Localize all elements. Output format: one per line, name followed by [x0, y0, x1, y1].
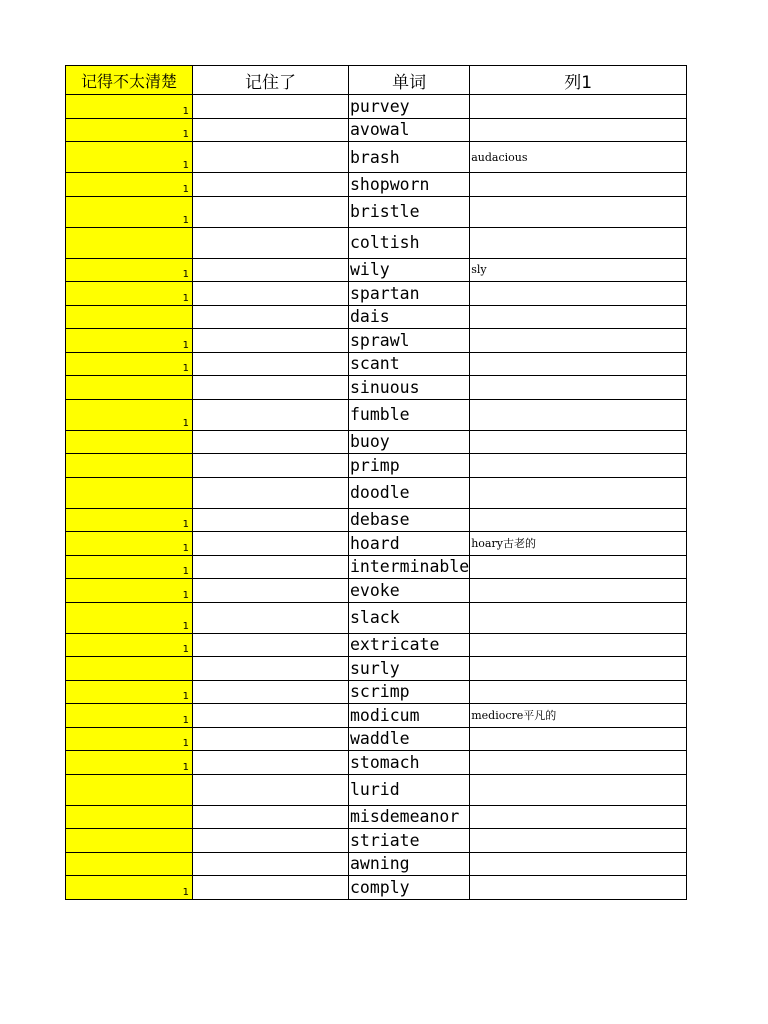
cell-word-text: extricate — [350, 635, 440, 655]
cell-unclear-mark-text: 1 — [182, 105, 189, 117]
cell-unclear-mark[interactable] — [66, 852, 193, 876]
cell-word-text: lurid — [350, 780, 400, 799]
cell-note[interactable] — [470, 454, 687, 478]
cell-unclear-mark-text: 1 — [182, 589, 189, 601]
cell-word-text: comply — [350, 877, 410, 897]
cell-word-text: doodle — [350, 483, 410, 502]
cell-remembered[interactable] — [193, 657, 349, 681]
cell-unclear-mark[interactable] — [66, 751, 193, 775]
cell-word-text: fumble — [350, 405, 410, 424]
cell-word-text: scrimp — [350, 682, 410, 702]
cell-unclear-mark[interactable] — [66, 774, 193, 805]
cell-note[interactable] — [470, 555, 687, 579]
cell-unclear-mark[interactable] — [66, 579, 193, 603]
cell-unclear-mark[interactable] — [66, 555, 193, 579]
header-row — [66, 66, 687, 95]
cell-note[interactable] — [470, 633, 687, 657]
table-row — [66, 555, 687, 579]
cell-note[interactable] — [470, 329, 687, 353]
cell-remembered[interactable] — [193, 704, 349, 728]
cell-word[interactable] — [349, 454, 470, 478]
cell-unclear-mark[interactable] — [66, 657, 193, 681]
cell-unclear-mark[interactable] — [66, 454, 193, 478]
cell-unclear-mark[interactable] — [66, 633, 193, 657]
cell-remembered[interactable] — [193, 305, 349, 329]
cell-word[interactable] — [349, 579, 470, 603]
cell-word[interactable] — [349, 774, 470, 805]
cell-unclear-mark[interactable] — [66, 329, 193, 353]
table-row — [66, 876, 687, 900]
cell-unclear-mark[interactable] — [66, 399, 193, 430]
cell-word-text: scant — [350, 354, 400, 374]
table-row — [66, 704, 687, 728]
cell-unclear-mark-text: 1 — [182, 886, 189, 898]
table-row — [66, 227, 687, 258]
cell-note[interactable] — [470, 282, 687, 306]
cell-word[interactable] — [349, 657, 470, 681]
spreadsheet — [65, 65, 687, 900]
cell-word[interactable] — [349, 633, 470, 657]
cell-unclear-mark[interactable] — [66, 602, 193, 633]
cell-word-text: coltish — [350, 233, 420, 252]
cell-unclear-mark[interactable] — [66, 173, 193, 197]
table-row — [66, 680, 687, 704]
cell-word-text: evoke — [350, 580, 400, 600]
cell-unclear-mark-text: 1 — [182, 214, 189, 226]
cell-word[interactable] — [349, 196, 470, 227]
table-row — [66, 142, 687, 173]
table-row — [66, 258, 687, 282]
cell-word-text: brash — [350, 147, 400, 167]
cell-remembered[interactable] — [193, 282, 349, 306]
table-row — [66, 305, 687, 329]
table-row — [66, 774, 687, 805]
cell-remembered[interactable] — [193, 532, 349, 556]
cell-word[interactable] — [349, 430, 470, 454]
cell-remembered[interactable] — [193, 352, 349, 376]
cell-note[interactable] — [470, 399, 687, 430]
cell-note[interactable] — [470, 579, 687, 603]
cell-remembered[interactable] — [193, 227, 349, 258]
cell-word-text: waddle — [350, 729, 410, 749]
cell-remembered[interactable] — [193, 173, 349, 197]
cell-word[interactable] — [349, 829, 470, 853]
vocab-table — [65, 65, 687, 900]
cell-remembered[interactable] — [193, 95, 349, 119]
cell-note[interactable] — [470, 602, 687, 633]
table-row — [66, 376, 687, 400]
cell-word-text: modicum — [350, 705, 420, 725]
cell-note[interactable] — [470, 258, 687, 282]
cell-word[interactable] — [349, 751, 470, 775]
cell-note-text: audacious — [471, 150, 528, 164]
table-row — [66, 633, 687, 657]
cell-word[interactable] — [349, 118, 470, 142]
cell-remembered[interactable] — [193, 751, 349, 775]
cell-unclear-mark[interactable] — [66, 227, 193, 258]
cell-note[interactable] — [470, 852, 687, 876]
cell-note[interactable] — [470, 118, 687, 142]
cell-unclear-mark-text: 1 — [182, 269, 189, 280]
cell-unclear-mark[interactable] — [66, 196, 193, 227]
cell-remembered[interactable] — [193, 477, 349, 508]
cell-word-text: debase — [350, 510, 410, 530]
cell-note[interactable] — [470, 727, 687, 751]
cell-word[interactable] — [349, 508, 470, 532]
cell-note[interactable] — [470, 173, 687, 197]
cell-unclear-mark-text: 1 — [182, 339, 189, 351]
table-row — [66, 329, 687, 353]
cell-remembered[interactable] — [193, 142, 349, 173]
cell-note-text: mediocre平凡的 — [471, 709, 557, 723]
cell-unclear-mark[interactable] — [66, 258, 193, 282]
cell-remembered[interactable] — [193, 602, 349, 633]
cell-word[interactable] — [349, 376, 470, 400]
cell-unclear-mark[interactable] — [66, 430, 193, 454]
cell-remembered[interactable] — [193, 680, 349, 704]
cell-unclear-mark[interactable] — [66, 118, 193, 142]
cell-word[interactable] — [349, 680, 470, 704]
cell-word-text: slack — [350, 608, 400, 627]
cell-unclear-mark-text: 1 — [182, 761, 189, 773]
cell-note-text: hoary古老的 — [471, 537, 536, 551]
cell-note[interactable] — [470, 352, 687, 376]
cell-remembered[interactable] — [193, 454, 349, 478]
cell-note[interactable] — [470, 430, 687, 454]
cell-word[interactable] — [349, 532, 470, 556]
cell-word[interactable] — [349, 173, 470, 197]
table-row — [66, 532, 687, 556]
cell-word[interactable] — [349, 227, 470, 258]
cell-note[interactable] — [470, 532, 687, 556]
cell-word[interactable] — [349, 852, 470, 876]
cell-unclear-mark[interactable] — [66, 305, 193, 329]
cell-remembered[interactable] — [193, 727, 349, 751]
cell-unclear-mark-text: 1 — [182, 417, 189, 429]
cell-remembered[interactable] — [193, 876, 349, 900]
cell-note[interactable] — [470, 774, 687, 805]
cell-remembered[interactable] — [193, 852, 349, 876]
cell-word[interactable] — [349, 352, 470, 376]
cell-remembered[interactable] — [193, 829, 349, 853]
cell-unclear-mark-text: 1 — [182, 644, 189, 655]
cell-word[interactable] — [349, 399, 470, 430]
cell-word[interactable] — [349, 258, 470, 282]
cell-unclear-mark-text: 1 — [182, 542, 189, 554]
cell-word-text: dais — [350, 307, 390, 327]
cell-word-text: avowal — [350, 120, 410, 140]
cell-note[interactable] — [470, 657, 687, 681]
cell-remembered[interactable] — [193, 508, 349, 532]
cell-word[interactable] — [349, 876, 470, 900]
cell-remembered[interactable] — [193, 376, 349, 400]
cell-word-text: bristle — [350, 202, 420, 221]
cell-remembered[interactable] — [193, 430, 349, 454]
cell-unclear-mark[interactable] — [66, 680, 193, 704]
cell-unclear-mark[interactable] — [66, 704, 193, 728]
cell-unclear-mark-text: 1 — [182, 738, 189, 749]
header-unclear[interactable]: 记得不太清楚 — [66, 66, 193, 95]
table-row — [66, 727, 687, 751]
table-row — [66, 805, 687, 829]
cell-remembered[interactable] — [193, 555, 349, 579]
cell-word-text: stomach — [350, 752, 420, 772]
cell-word-text: shopworn — [350, 174, 430, 194]
cell-unclear-mark-text: 1 — [182, 714, 189, 726]
table-row — [66, 579, 687, 603]
cell-word[interactable] — [349, 555, 470, 579]
cell-word-text: striate — [350, 830, 420, 850]
cell-note[interactable] — [470, 95, 687, 119]
table-row — [66, 657, 687, 681]
table-row — [66, 399, 687, 430]
cell-word-text: wily — [350, 260, 390, 280]
cell-word-text: awning — [350, 854, 410, 874]
cell-unclear-mark[interactable] — [66, 508, 193, 532]
cell-word[interactable] — [349, 477, 470, 508]
cell-remembered[interactable] — [193, 633, 349, 657]
cell-note[interactable] — [470, 508, 687, 532]
cell-unclear-mark[interactable] — [66, 376, 193, 400]
cell-word[interactable] — [349, 704, 470, 728]
cell-note[interactable] — [470, 805, 687, 829]
table-row — [66, 352, 687, 376]
table-row — [66, 173, 687, 197]
cell-unclear-mark-text: 1 — [182, 183, 189, 195]
cell-word-text: misdemeanor — [350, 807, 460, 827]
cell-word-text: surly — [350, 658, 400, 678]
cell-remembered[interactable] — [193, 399, 349, 430]
cell-word-text: purvey — [350, 96, 410, 116]
cell-unclear-mark[interactable] — [66, 282, 193, 306]
cell-unclear-mark[interactable] — [66, 142, 193, 173]
cell-note[interactable] — [470, 704, 687, 728]
cell-remembered[interactable] — [193, 118, 349, 142]
cell-unclear-mark-text: 1 — [182, 129, 189, 140]
cell-unclear-mark[interactable] — [66, 829, 193, 853]
cell-word-text: primp — [350, 455, 400, 475]
cell-remembered[interactable] — [193, 805, 349, 829]
cell-word[interactable] — [349, 602, 470, 633]
cell-remembered[interactable] — [193, 774, 349, 805]
cell-word-text: spartan — [350, 283, 420, 303]
table-row — [66, 751, 687, 775]
cell-unclear-mark[interactable] — [66, 95, 193, 119]
table-row — [66, 282, 687, 306]
cell-unclear-mark[interactable] — [66, 876, 193, 900]
table-row — [66, 829, 687, 853]
cell-note[interactable] — [470, 829, 687, 853]
cell-word[interactable] — [349, 805, 470, 829]
cell-note[interactable] — [470, 196, 687, 227]
cell-unclear-mark-text: 1 — [182, 160, 189, 171]
table-row — [66, 95, 687, 119]
cell-note[interactable] — [470, 376, 687, 400]
table-row — [66, 430, 687, 454]
cell-unclear-mark-text: 1 — [182, 519, 189, 530]
header-word[interactable]: 单词 — [349, 66, 470, 95]
cell-unclear-mark[interactable] — [66, 477, 193, 508]
cell-note[interactable] — [470, 227, 687, 258]
cell-unclear-mark[interactable] — [66, 352, 193, 376]
cell-word-text: buoy — [350, 432, 390, 452]
cell-unclear-mark[interactable] — [66, 532, 193, 556]
cell-word-text: sprawl — [350, 330, 410, 350]
cell-word[interactable] — [349, 95, 470, 119]
header-remembered[interactable]: 记住了 — [193, 66, 349, 95]
cell-unclear-mark-text: 1 — [182, 566, 189, 577]
cell-unclear-mark-text: 1 — [182, 292, 189, 304]
table-row — [66, 477, 687, 508]
cell-word[interactable] — [349, 142, 470, 173]
cell-word[interactable] — [349, 305, 470, 329]
cell-note[interactable] — [470, 142, 687, 173]
cell-unclear-mark[interactable] — [66, 805, 193, 829]
table-row — [66, 602, 687, 633]
cell-word[interactable] — [349, 329, 470, 353]
table-row — [66, 196, 687, 227]
table-row — [66, 852, 687, 876]
table-row — [66, 454, 687, 478]
cell-remembered[interactable] — [193, 258, 349, 282]
cell-word-text: hoard — [350, 533, 400, 553]
cell-note[interactable] — [470, 680, 687, 704]
cell-word[interactable] — [349, 282, 470, 306]
cell-unclear-mark-text: 1 — [182, 691, 189, 702]
cell-unclear-mark-text: 1 — [182, 363, 189, 374]
cell-word-text: sinuous — [350, 377, 420, 397]
cell-unclear-mark-text: 1 — [182, 620, 189, 632]
cell-note-text: sly — [471, 263, 487, 277]
cell-word[interactable] — [349, 727, 470, 751]
cell-note[interactable] — [470, 477, 687, 508]
cell-note[interactable] — [470, 305, 687, 329]
table-row — [66, 508, 687, 532]
cell-remembered[interactable] — [193, 196, 349, 227]
cell-word-text: interminable — [350, 557, 470, 577]
table-row — [66, 118, 687, 142]
header-column1[interactable]: 列1 — [470, 66, 687, 95]
cell-unclear-mark[interactable] — [66, 727, 193, 751]
cell-remembered[interactable] — [193, 579, 349, 603]
cell-note[interactable] — [470, 876, 687, 900]
cell-remembered[interactable] — [193, 329, 349, 353]
cell-note[interactable] — [470, 751, 687, 775]
